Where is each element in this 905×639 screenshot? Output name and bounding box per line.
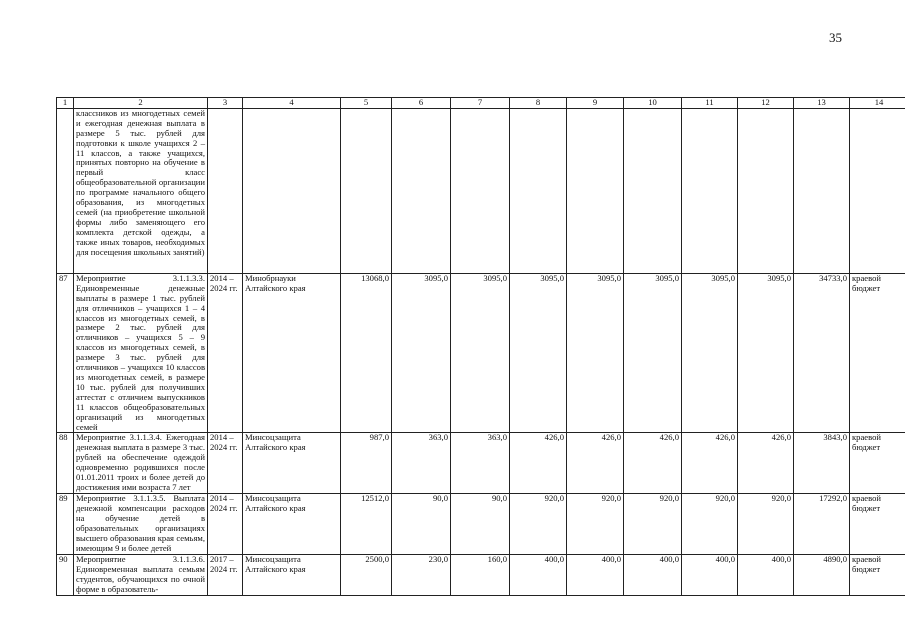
table-row [57, 433, 905, 494]
value-cell: 400,0 [624, 555, 682, 596]
value-cell: 363,0 [392, 433, 451, 494]
value-cell: 3095,0 [624, 273, 682, 433]
executor-cell: Минсоцзащита Алтайского края [243, 555, 341, 596]
value-cell: 363,0 [451, 433, 510, 494]
value-cell: 400,0 [738, 555, 794, 596]
value-cell: 3095,0 [682, 273, 738, 433]
table-row-continuation [57, 108, 905, 273]
header-cell: 4 [243, 98, 341, 109]
header-cell: 6 [392, 98, 451, 109]
funding-source-cell: краевой бюджет [850, 555, 905, 596]
value-cell: 920,0 [738, 494, 794, 555]
table-row [57, 273, 905, 433]
description-cell: Мероприятие 3.1.1.3.6. Единовременная выплата семьям студентов, обучающихся по очной форме в образователь- [74, 555, 208, 596]
row-number: 90 [57, 555, 74, 596]
header-cell: 11 [682, 98, 738, 109]
row-number: 89 [57, 494, 74, 555]
executor-cell: Минсоцзащита Алтайского края [243, 433, 341, 494]
value-cell: 2500,0 [341, 555, 392, 596]
budget-table [56, 97, 905, 596]
funding-source-cell: краевой бюджет [850, 273, 905, 433]
header-cell: 2 [74, 98, 208, 109]
header-row [57, 98, 905, 109]
period-cell: 2014 – 2024 гг. [208, 433, 243, 494]
header-cell: 9 [567, 98, 624, 109]
executor-cell: Минобрнауки Алтайского края [243, 273, 341, 433]
header-cell: 1 [57, 98, 74, 109]
empty-cell [738, 108, 794, 273]
value-cell: 920,0 [624, 494, 682, 555]
description-cell: классников из многодетных семей и ежегодная денежная выплата в размере 5 тыс. рублей для подготовки к школе учащихся 2 – 11 классов, а также учащихся, принятых повторно на обучение в первый класс общеобразовательной организации по программе начального общего образования, из многодетных семей (на приобретение школьной формы либо заменяющего его комплекта детской одежды, а также иных товаров, необходимых для посещения школьных занятий) [74, 108, 208, 273]
value-cell: 3095,0 [567, 273, 624, 433]
funding-source-cell: краевой бюджет [850, 433, 905, 494]
header-cell: 12 [738, 98, 794, 109]
description-cell: Мероприятие 3.1.1.3.4. Ежегодная денежная выплата в размере 3 тыс. рублей на обеспечение одеждой одновременно родившихся после 01.01.2011 троих и более детей до достижения ими возраста 7 лет [74, 433, 208, 494]
header-cell: 3 [208, 98, 243, 109]
value-cell: 3095,0 [451, 273, 510, 433]
value-cell: 230,0 [392, 555, 451, 596]
value-cell: 426,0 [738, 433, 794, 494]
total-cell: 34733,0 [794, 273, 850, 433]
empty-cell [510, 108, 567, 273]
value-cell: 426,0 [682, 433, 738, 494]
value-cell: 90,0 [392, 494, 451, 555]
header-cell: 5 [341, 98, 392, 109]
header-cell: 8 [510, 98, 567, 109]
empty-cell [451, 108, 510, 273]
value-cell: 987,0 [341, 433, 392, 494]
total-cell: 17292,0 [794, 494, 850, 555]
period-cell: 2014 – 2024 гг. [208, 494, 243, 555]
header-cell: 7 [451, 98, 510, 109]
value-cell: 920,0 [567, 494, 624, 555]
value-cell: 12512,0 [341, 494, 392, 555]
period-cell: 2017 – 2024 гг. [208, 555, 243, 596]
value-cell: 3095,0 [392, 273, 451, 433]
description-cell: Мероприятие 3.1.1.3.5. Выплата денежной компенсации расходов на обучение детей в образовательных организациях высшего образования края семьям, имеющим 9 и более детей [74, 494, 208, 555]
value-cell: 3095,0 [510, 273, 567, 433]
period-cell: 2014 – 2024 гг. [208, 273, 243, 433]
empty-cell [850, 108, 905, 273]
empty-cell [57, 108, 74, 273]
row-number: 88 [57, 433, 74, 494]
table-row [57, 555, 905, 596]
empty-cell [208, 108, 243, 273]
value-cell: 400,0 [567, 555, 624, 596]
empty-cell [624, 108, 682, 273]
table-row [57, 494, 905, 555]
empty-cell [567, 108, 624, 273]
value-cell: 400,0 [510, 555, 567, 596]
value-cell: 400,0 [682, 555, 738, 596]
value-cell: 426,0 [510, 433, 567, 494]
total-cell: 3843,0 [794, 433, 850, 494]
value-cell: 90,0 [451, 494, 510, 555]
row-number: 87 [57, 273, 74, 433]
empty-cell [243, 108, 341, 273]
header-cell: 13 [794, 98, 850, 109]
header-cell: 10 [624, 98, 682, 109]
total-cell: 4890,0 [794, 555, 850, 596]
empty-cell [794, 108, 850, 273]
funding-source-cell: краевой бюджет [850, 494, 905, 555]
empty-cell [341, 108, 392, 273]
value-cell: 426,0 [567, 433, 624, 494]
value-cell: 3095,0 [738, 273, 794, 433]
value-cell: 920,0 [682, 494, 738, 555]
value-cell: 160,0 [451, 555, 510, 596]
value-cell: 13068,0 [341, 273, 392, 433]
header-cell: 14 [850, 98, 905, 109]
description-cell: Мероприятие 3.1.1.3.3. Единовременные денежные выплаты в размере 1 тыс. рублей для отличников – учащихся 1 – 4 классов из многодетных семей, в размере 2 тыс. рублей для отличников – учащихся 5 – 9 классов из многодетных семей, в размере 3 тыс. рублей для отличников – учащихся 10 классов из многодетных семей, в размере 10 тыс. рублей для получивших аттестат с отличием выпускников 11 классов общеобразовательных организаций из многодетных семей [74, 273, 208, 433]
value-cell: 426,0 [624, 433, 682, 494]
executor-cell: Минсоцзащита Алтайского края [243, 494, 341, 555]
empty-cell [392, 108, 451, 273]
value-cell: 920,0 [510, 494, 567, 555]
empty-cell [682, 108, 738, 273]
page-number: 35 [829, 30, 842, 45]
